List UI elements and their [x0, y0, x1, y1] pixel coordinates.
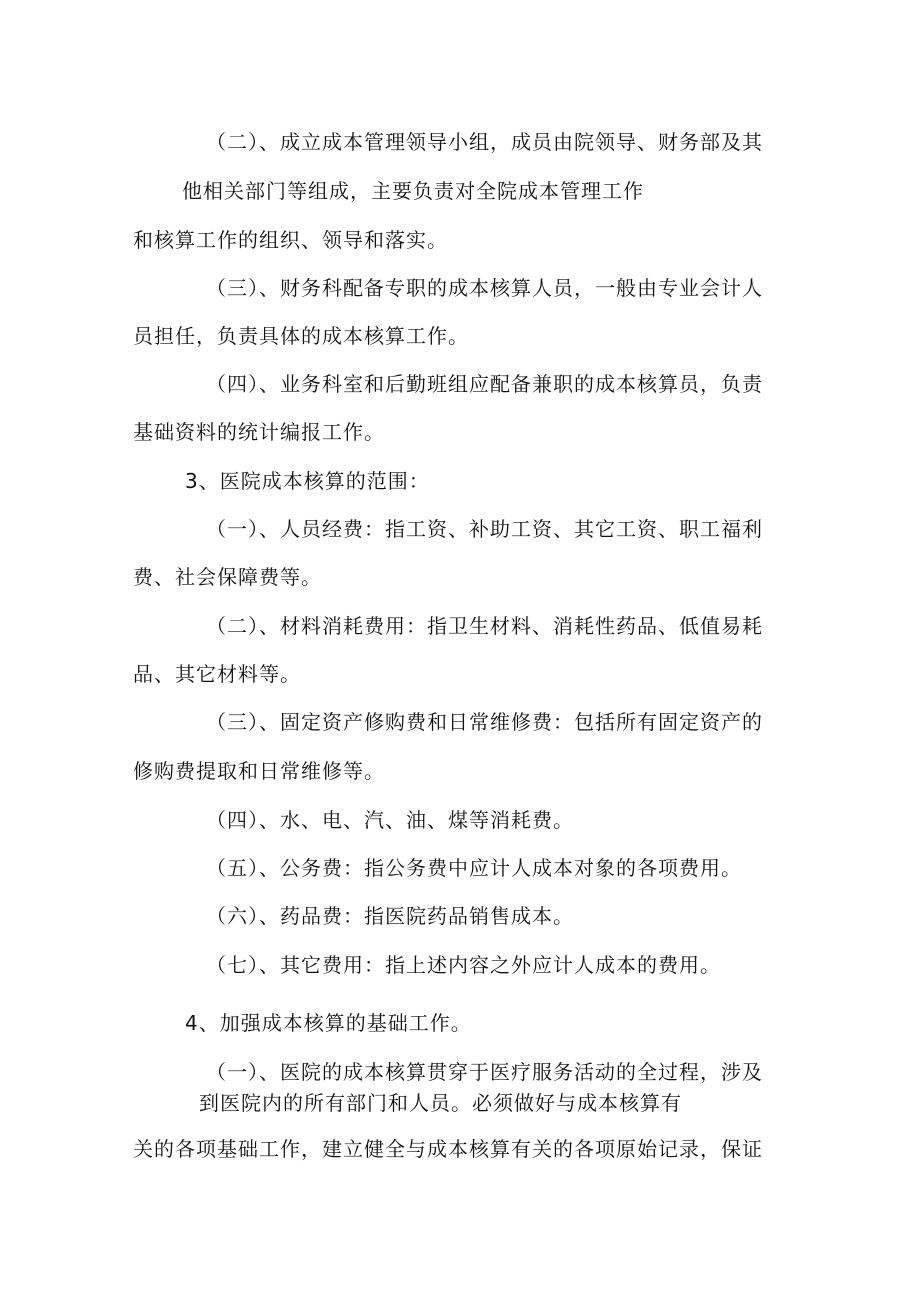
text-line: （一）、人员经费：指工资、补助工资、其它工资、职工福利	[206, 517, 763, 541]
text-line: （二）、成立成本管理领导小组，成员由院领导、财务部及其	[206, 130, 763, 154]
text-line: 到医院内的所有部门和人员。必须做好与成本核算有	[199, 1091, 682, 1115]
text-line: （六）、药品费：指医院药品销售成本。	[206, 904, 574, 928]
text-line: （四）、水、电、汽、油、煤等消耗费。	[206, 808, 574, 832]
text-line: （五）、公务费：指公务费中应计人成本对象的各项费用。	[206, 856, 742, 880]
text-line: 员担任，负责具体的成本核算工作。	[133, 324, 469, 348]
text-line: 基础资料的统计编报工作。	[133, 420, 385, 444]
text-line: 关的各项基础工作，建立健全与成本核算有关的各项原始记录，保证	[133, 1137, 763, 1161]
text-line: （三）、财务科配备专职的成本核算人员，一般由专业会计人	[206, 276, 763, 300]
section-heading: 4、加强成本核算的基础工作。	[185, 1011, 472, 1035]
text-line: （三）、固定资产修购费和日常维修费：包括所有固定资产的	[206, 710, 763, 734]
section-heading: 3、医院成本核算的范围：	[185, 469, 430, 493]
text-line: （四）、业务科室和后勤班组应配备兼职的成本核算员，负责	[206, 372, 763, 396]
text-line: 费、社会保障费等。	[133, 565, 322, 589]
text-line: 品、其它材料等。	[133, 662, 301, 686]
text-line: （二）、材料消耗费用：指卫生材料、消耗性药品、低值易耗	[206, 614, 763, 638]
text-line: （一）、医院的成本核算贯穿于医疗服务活动的全过程，涉及	[206, 1060, 763, 1084]
text-line: 他相关部门等组成，主要负责对全院成本管理工作	[182, 179, 644, 203]
text-line: 和核算工作的组织、领导和落实。	[133, 228, 448, 252]
text-line: （七）、其它费用：指上述内容之外应计人成本的费用。	[206, 953, 721, 977]
text-line: 修购费提取和日常维修等。	[133, 759, 385, 783]
